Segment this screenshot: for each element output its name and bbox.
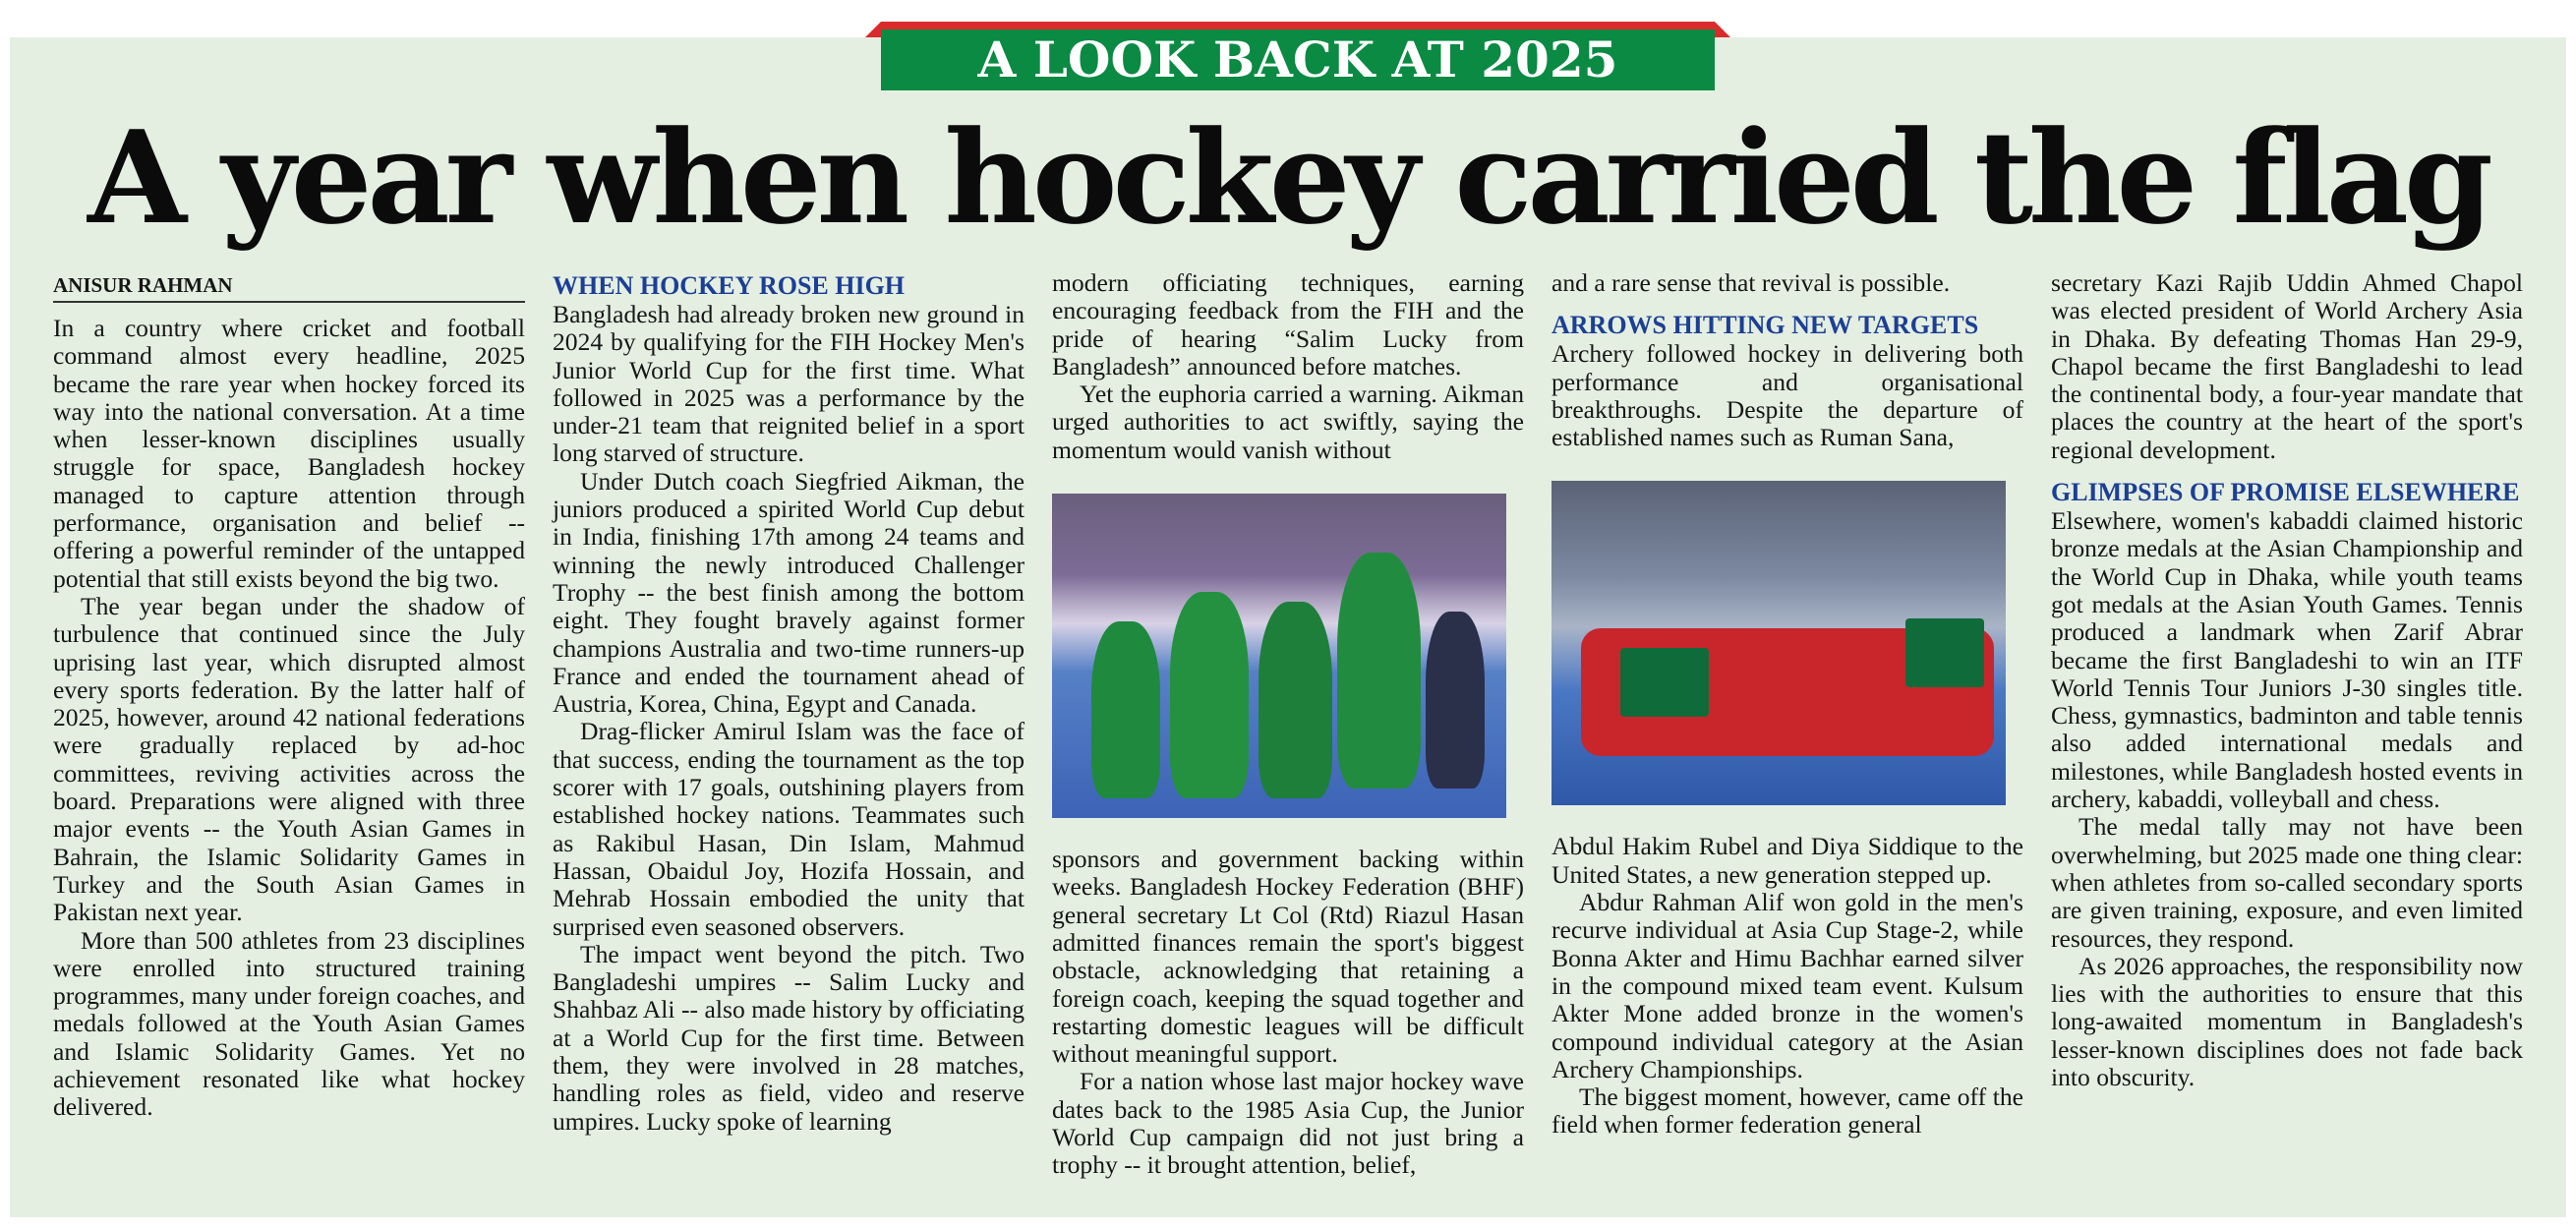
column-2 [553,269,1025,1136]
paragraph: Under Dutch coach Siegfried Aikman, the juniors produced a spirited World Cup debut in India, finishing 17th among 24 teams and winning the newly introduced Challenger Trophy -- the best finish among the bottom eight. They fought bravely against former champions Australia and two-time runners-up France and ended the tournament ahead of Austria, Korea, China, Egypt and Canada. [553,466,1025,719]
byline-rule [53,301,525,303]
paragraph: In a country where cricket and football command almost every headline, 2025 became the rare year when hockey forced its way into the national conversation. At a time when lesser-known disciplines usually struggle for space, Bangladesh hockey managed to capture attention through performance, organisation and belief -- offering a powerful reminder of the untapped potential that still exists beyond the big two. [53,314,525,593]
hockey-team-photo [1551,481,2006,805]
subheading-hockey: WHEN HOCKEY ROSE HIGH [553,271,906,300]
player-figure [1259,602,1332,798]
paragraph: Archery followed hockey in delivering both performance and organisational breakthroughs. Despite the departure of established names such as Ruman Sana, [1551,339,2023,452]
paragraph: The medal tally may not have been overwhelming, but 2025 made one thing clear: when athletes from so-called secondary sports are given training, exposure, and even limited resources, they respond. [2051,812,2523,953]
paragraph: The year began under the shadow of turbulence that continued since the July uprising last year, which disrupted almost every sports federation. By the latter half of 2025, however, around 42 national federations were gradually replaced by ad-hoc committees, reviving activities across the board. Preparations were aligned with three major events -- the Youth Asian Games in Bahrain, the Islamic Solidarity Games in Turkey and the South Asian Games in Pakistan next year. [53,591,525,927]
banner-label: A LOOK BACK AT 2025 [881,29,1715,90]
paragraph: Abdur Rahman Alif won gold in the men's recurve individual at Asia Cup Stage-2, while Bonna Akter and Himu Bachhar earned silver in the compound mixed team event. Kulsum Akter Mone added bronze in the women's compound individual category at the Asian Archery Championships. [1551,888,2023,1083]
paragraph: The biggest moment, however, came off the field when former federation general [1551,1082,2023,1140]
column-1 [53,269,525,1122]
banner-right-tab [1715,22,1730,37]
player-figure [1337,553,1421,789]
paragraph: The impact went beyond the pitch. Two Bangladeshi umpires -- Salim Lucky and Shahbaz Ali -- also made history by officiating at a World Cup for the first time. Between them, they were involved in 28 matches, handling roles as field, video and reserve umpires. Lucky spoke of learning [553,939,1025,1136]
column-5 [2051,269,2523,1091]
player-figure [1426,612,1485,789]
paragraph: sponsors and government backing within weeks. Bangladesh Hockey Federation (BHF) general secretary Lt Col (Rtd) Riazul Hasan admitted finances remain the sport's biggest obstacle, acknowledging that retaining a foreign coach, keeping the squad together and restarting domestic leagues will be difficult without meaningful support. [1052,845,1524,1069]
section-banner [865,22,1730,90]
player-figure [1091,621,1160,798]
column-4 [1551,269,2023,1140]
headline: A year when hockey carried the flag [88,102,2488,253]
paragraph: Bangladesh had already broken new ground in 2024 by qualifying for the FIH Hockey Men's Junior World Cup for the first time. What followed in 2025 was a performance by the under-21 team that reignited belief in a sport long starved of structure. [553,300,1025,468]
column-3 [1052,269,1524,1180]
player-figure [1170,592,1249,798]
paragraph: Abdul Hakim Rubel and Diya Siddique to the United States, a new generation stepped up. [1551,832,2023,889]
flag [1620,648,1709,717]
banner-left-tab [865,22,881,37]
paragraph: Drag-flicker Amirul Islam was the face of that success, ending the tournament as the top scorer with 17 goals, outshining players from established hockey nations. Teammates such as Rakibul Hasan, Din Islam, Mahmud Hassan, Obaidul Joy, Hozifa Hossain, and Mehrab Hossain embodied the unity that surprised even seasoned observers. [553,717,1025,941]
subheading-elsewhere: GLIMPSES OF PROMISE ELSEWHERE [2051,478,2520,507]
paragraph: For a nation whose last major hockey wave dates back to the 1985 Asia Cup, the Junior World Cup campaign did not just bring a trophy -- it brought attention, belief, [1052,1067,1524,1180]
paragraph: Yet the euphoria carried a warning. Aikman urged authorities to act swiftly, saying the momentum would vanish without [1052,380,1524,464]
kabaddi-team-photo [1052,494,1506,818]
paragraph: As 2026 approaches, the responsibility now lies with the authorities to ensure that this long-awaited momentum in Bangladesh's lesser-known disciplines does not fade back into obscurity. [2051,951,2523,1092]
paragraph: Elsewhere, women's kabaddi claimed historic bronze medals at the Asian Championship and the World Cup in Dhaka, while youth teams got medals at the Asian Youth Games. Tennis produced a landmark when Zarif Abrar became the first Bangladeshi to win an ITF World Tennis Tour Juniors J-30 singles title. Chess, gymnastics, badminton and table tennis also added international medals and milestones, while Bangladesh hosted events in archery, kabaddi, volleyball and chess. [2051,506,2523,814]
paragraph: modern officiating techniques, earning encouraging feedback from the FIH and the pride of hearing “Salim Lucky from Bangladesh” announced before matches. [1052,268,1524,380]
paragraph: More than 500 athletes from 23 disciplines were enrolled into structured training programmes, many under foreign coaches, and medals followed at the Youth Asian Games and Islamic Solidarity Games. Yet no achievement resonated like what hockey delivered. [53,925,525,1122]
paragraph: secretary Kazi Rajib Uddin Ahmed Chapol was elected president of World Archery Asia in Dhaka. By defeating Thomas Han 29-9, Chapol became the first Bangladeshi to lead the continental body, a four-year mandate that places the country at the heart of the sport's regional development. [2051,268,2523,464]
paragraph: and a rare sense that revival is possible. [1551,268,1951,297]
byline: ANISUR RAHMAN [53,273,233,297]
subheading-archery: ARROWS HITTING NEW TARGETS [1551,311,1979,340]
flag [1905,618,1984,687]
